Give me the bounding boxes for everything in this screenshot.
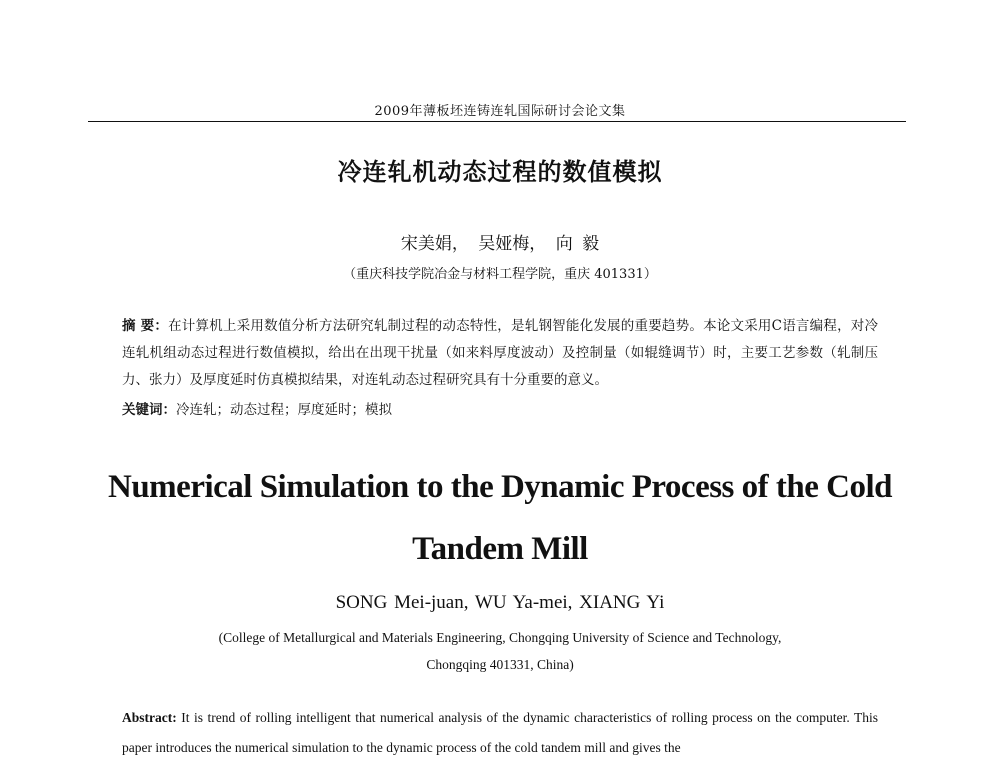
chinese-keywords — [122, 399, 878, 421]
english-authors: SONG Mei-juan, WU Ya-mei, XIANG Yi — [335, 592, 665, 613]
english-title-line-1: Numerical Simulation to the Dynamic Process of the Cold — [108, 469, 892, 505]
english-affiliation — [0, 624, 1000, 678]
running-head: 2009年薄板坯连铸连轧国际研讨会论文集 — [374, 104, 626, 119]
chinese-affiliation: （重庆科技学院冶金与材料工程学院，重庆 401331） — [343, 267, 657, 282]
english-abstract — [122, 703, 878, 763]
chinese-abstract-text: 在计算机上采用数值分析方法研究轧制过程的动态特性，是轧钢智能化发展的重要趋势。本论文采用C语言编程，对冷连轧机组动态过程进行数值模拟，给出在出现干扰量（如来料厚度波动）及控制量（如辊缝调节）时，主要工艺参数（轧制压力、张力）及厚度延时仿真模拟结果，对连轧动态过程研究具有十分重要的意义。 — [122, 318, 879, 388]
chinese-authors: 宋美娟， 吴娅梅， 向 毅 — [400, 234, 600, 254]
english-title-line-2: Tandem Mill — [412, 531, 588, 567]
english-affiliation-line-2: Chongqing 401331, China) — [426, 657, 574, 672]
english-abstract-label: Abstract: — [122, 710, 177, 725]
chinese-keywords-label: 关键词： — [122, 402, 176, 418]
english-abstract-text: It is trend of rolling intelligent that numerical analysis of the dynamic characteristics of rolling process on the computer. This paper introduces the numerical simulation to the dynamic process of the cold tandem mill and gives the — [122, 710, 878, 755]
chinese-abstract-label: 摘 要： — [122, 318, 169, 334]
header-rule — [88, 121, 906, 122]
english-title — [0, 456, 1000, 580]
chinese-title: 冷连轧机动态过程的数值模拟 — [337, 158, 663, 186]
chinese-abstract — [122, 313, 878, 394]
chinese-keywords-text: 冷连轧；动态过程；厚度延时；模拟 — [176, 402, 392, 418]
english-affiliation-line-1: (College of Metallurgical and Materials Engineering, Chongqing University of Science and Technology, — [218, 630, 782, 645]
